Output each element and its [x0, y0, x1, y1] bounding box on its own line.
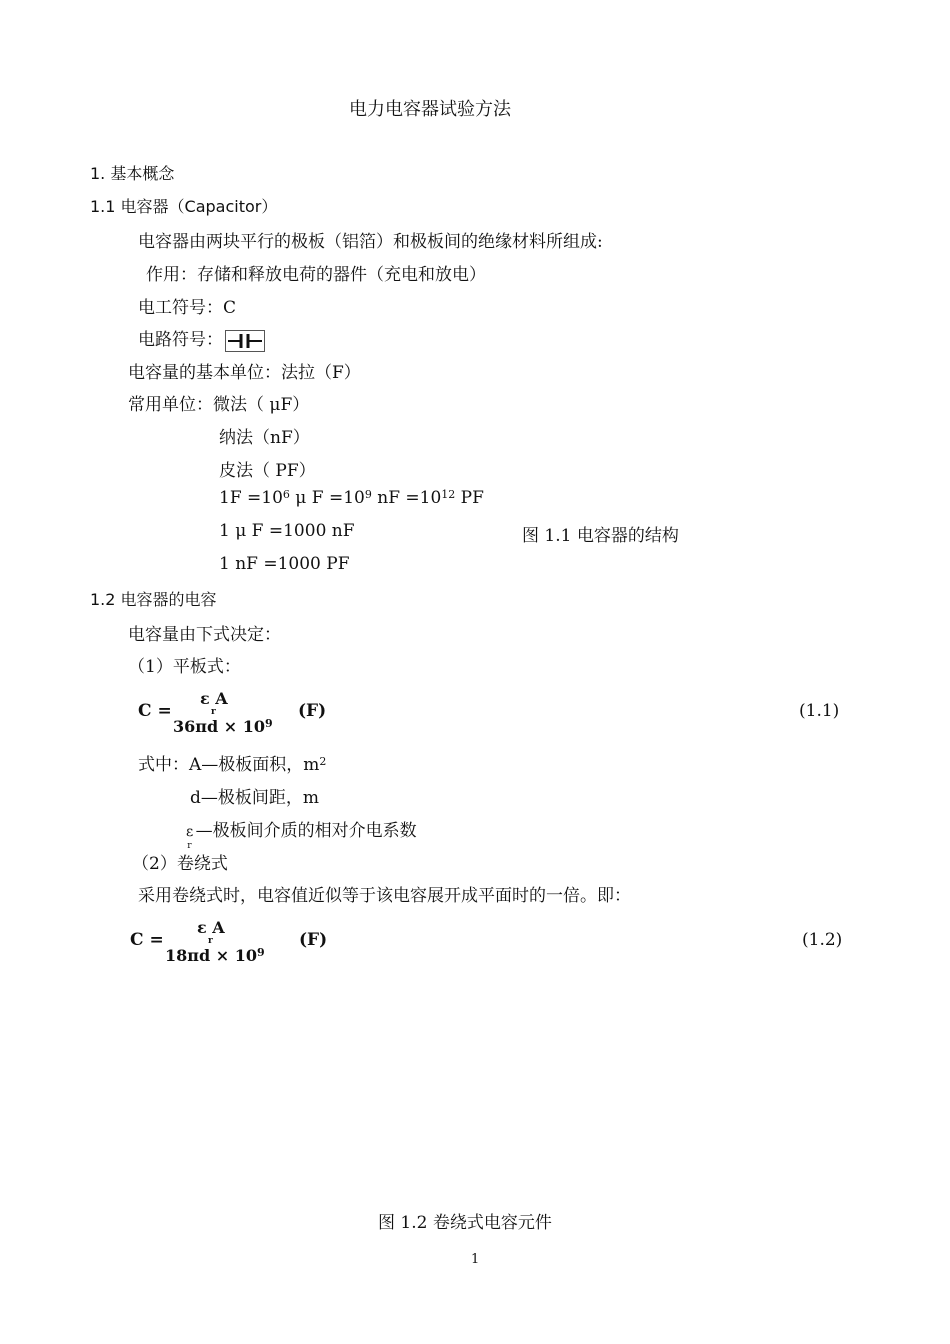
section-1-2-heading: 1.2 电容器的电容 [90, 590, 217, 609]
paragraph-symbol: 电工符号：C [138, 298, 237, 318]
section-1-heading: 1. 基本概念 [90, 164, 175, 183]
paragraph-function: 作用：存储和释放电荷的器件（充电和放电） [146, 265, 486, 285]
figure-1-1-caption: 图 1.1 电容器的结构 [522, 526, 679, 546]
conversion-line-2: 1 μ F =1000 nF [219, 521, 355, 541]
paragraph-wound-type: （2）卷绕式 [132, 854, 228, 874]
equation-1-2-denominator: $18\pi d \times 10^9$ [165, 946, 265, 965]
unit-nanofarad: 纳法（nF） [219, 428, 310, 448]
equation-1-2-number: (1.2) [802, 930, 843, 950]
paragraph-flat-type: （1）平板式： [128, 657, 241, 677]
unit-picofarad: 皮法（ PF） [219, 461, 316, 481]
equation-1-1-denominator: $36\pi d \times 10^9$ [173, 717, 273, 736]
paragraph-base-unit: 电容量的基本单位：法拉（F） [128, 363, 361, 383]
equation-1-1-numerator: ε A [200, 689, 228, 708]
paragraph-common-units: 常用单位：微法（ μF） [128, 395, 310, 415]
equation-1-2-numerator-subscript: r [208, 936, 213, 946]
equation-1-1-number: (1.1) [799, 701, 840, 721]
figure-1-2-caption: 图 1.2 卷绕式电容元件 [378, 1213, 552, 1233]
equation-1-1-numerator-subscript: r [211, 707, 216, 717]
conversion-line-1: $1F =10^6$ μ $F =10^9$ nF $=10^{12}$ PF [219, 488, 484, 508]
equation-1-1-unit: (F) [298, 701, 327, 721]
page-title: 电力电容器试验方法 [349, 99, 511, 120]
conversion-line-3: 1 nF =1000 PF [219, 554, 350, 574]
paragraph-capacitance-formula: 电容量由下式决定： [128, 625, 281, 645]
equation-1-2-unit: (F) [299, 930, 328, 950]
paragraph-circuit-symbol [138, 325, 265, 352]
where-permittivity: $\varepsilon_r—$极板间介质的相对介电系数 [186, 821, 417, 851]
section-1-1-heading: 1.1 电容器（Capacitor） [90, 197, 278, 216]
equation-1-1-lhs: C = [138, 701, 172, 721]
equation-1-2-numerator: ε A [197, 918, 225, 937]
paragraph-composition: 电容器由两块平行的极板（铝箔）和极板间的绝缘材料所组成: [138, 232, 603, 252]
paragraph-wound-description: 采用卷绕式时，电容值近似等于该电容展开成平面时的一倍。即： [138, 886, 631, 906]
page-number: 1 [471, 1252, 480, 1267]
where-distance: d—极板间距，m [190, 788, 320, 808]
equation-1-2-lhs: C = [130, 930, 164, 950]
circuit-symbol-label: 电路符号： [138, 330, 223, 350]
where-area: 式中：A—极板面积，$m^2$ [138, 755, 327, 775]
capacitor-symbol-icon [225, 330, 265, 352]
